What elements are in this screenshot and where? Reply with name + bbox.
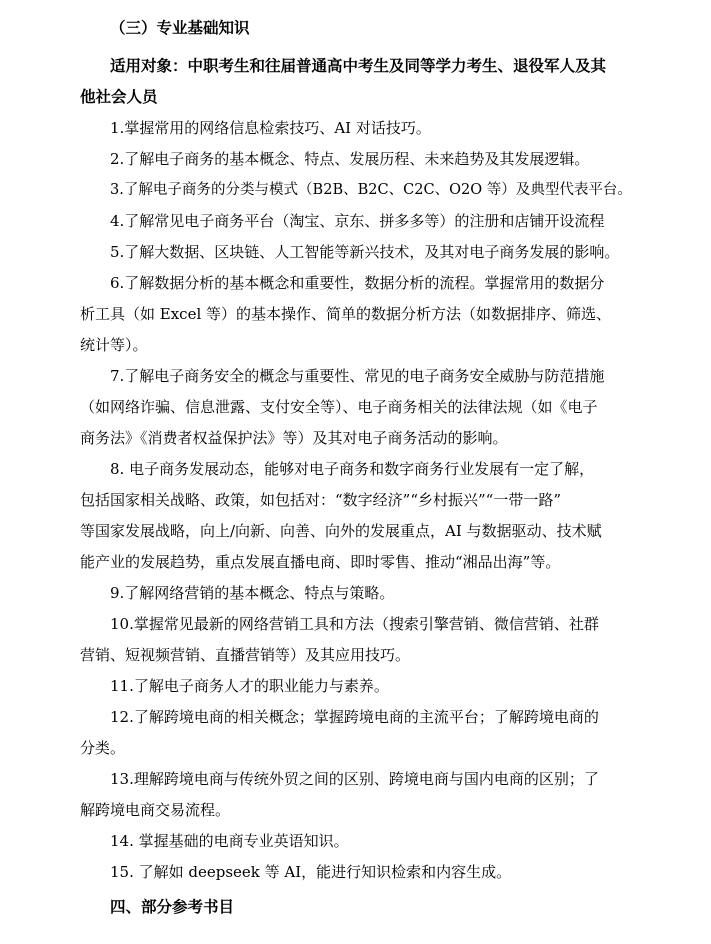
item-7-line-2: （如网络诈骗、信息泄露、支付安全等）、电子商务相关的法律法规（如《电子 <box>80 398 598 416</box>
item-12-line-2: 分类。 <box>80 739 126 757</box>
item-4-line-1: 4.了解常见电子商务平台（淘宝、京东、拼多多等）的注册和店铺开设流程 <box>110 212 605 230</box>
section-heading: （三）专业基础知识 <box>110 19 250 37</box>
item-1-line-1: 1.掌握常用的网络信息检索技巧、AI 对话技巧。 <box>110 119 431 137</box>
next-section-heading: 四、部分参考书目 <box>110 898 235 916</box>
item-13-line-1: 13.理解跨境电商与传统外贸之间的区别、跨境电商与国内电商的区别；了 <box>110 770 599 788</box>
applicable-line-2: 他社会人员 <box>80 88 158 106</box>
item-8-line-1: 8. 电子商务发展动态，能够对电子商务和数字商务行业发展有一定了解， <box>110 460 595 478</box>
item-10-line-2: 营销、短视频营销、直播营销等）及其应用技巧。 <box>80 646 411 664</box>
applicable-line-1: 适用对象：中职考生和往届普通高中考生及同等学力考生、退役军人及其 <box>110 57 607 75</box>
item-10-line-1: 10.掌握常见最新的网络营销工具和方法（搜索引擎营销、微信营销、社群 <box>110 615 599 633</box>
item-7-line-3: 商务法》《消费者权益保护法》等）及其对电子商务活动的影响。 <box>80 429 508 447</box>
item-6-line-3: 统计等）。 <box>80 336 148 354</box>
item-8-line-4: 能产业的发展趋势，重点发展直播电商、即时零售、推动“湘品出海”等。 <box>80 553 561 571</box>
item-7-line-1: 7.了解电子商务安全的概念与重要性、常见的电子商务安全威胁与防范措施 <box>110 367 605 385</box>
item-14-line-1: 14. 掌握基础的电商专业英语知识。 <box>110 832 349 850</box>
item-9-line-1: 9.了解网络营销的基本概念、特点与策略。 <box>110 584 395 602</box>
item-13-line-2: 解跨境电商交易流程。 <box>80 801 231 819</box>
item-8-line-3: 等国家发展战略，向上/向新、向善、向外的发展重点，AI 与数据驱动、技术赋 <box>80 522 602 540</box>
item-3-line-1: 3.了解电子商务的分类与模式（B2B、B2C、C2C、O2O 等）及典型代表平台。 <box>110 182 632 198</box>
item-6-line-2: 析工具（如 Excel 等）的基本操作、简单的数据分析方法（如数据排序、筛选、 <box>80 305 612 323</box>
item-6-line-1: 6.了解数据分析的基本概念和重要性，数据分析的流程。掌握常用的数据分 <box>110 274 605 292</box>
item-2-line-1: 2.了解电子商务的基本概念、特点、发展历程、未来趋势及其发展逻辑。 <box>110 150 590 168</box>
item-5-line-1: 5.了解大数据、区块链、人工智能等新兴技术，及其对电子商务发展的影响。 <box>110 243 620 261</box>
item-11-line-1: 11.了解电子商务人才的职业能力与素养。 <box>110 677 389 695</box>
item-12-line-1: 12.了解跨境电商的相关概念；掌握跨境电商的主流平台；了解跨境电商的 <box>110 708 599 726</box>
item-8-line-2: 包括国家相关战略、政策，如包括对：“数字经济”“乡村振兴”“一带一路” <box>80 491 562 509</box>
item-15-line-1: 15. 了解如 deepseek 等 AI，能进行知识检索和内容生成。 <box>110 863 512 881</box>
